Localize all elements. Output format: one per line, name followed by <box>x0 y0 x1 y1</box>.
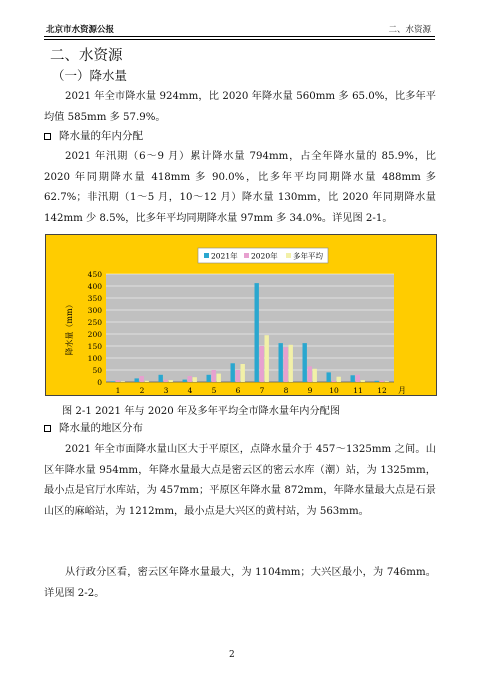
x-tick-label: 8 <box>283 386 289 395</box>
bar-2020-month-7 <box>260 346 264 382</box>
bullet-heading-text: 降水量的年内分配 <box>59 130 143 142</box>
header-section-name: 二、水资源 <box>388 25 431 35</box>
bar-2021-month-2 <box>135 378 139 382</box>
bar-average-month-9 <box>313 369 317 382</box>
paragraph-flood-season: 2021 年汛期（6～9 月）累计降水量 794mm，占全年降水量的 85.9%，比 2020 年同期降水量 418mm 多 90.0%，比多年平均同期降水量 488mm 多 62.7%；非汛期（1～5 月，10～12 月）降水量 130mm，比 2020 年同期降水量 142mm 少 8.5%，比多年平均同期降水量 97mm 多 34.0%。详见图 2-1。 <box>44 151 436 224</box>
bar-2021-month-10 <box>327 372 331 382</box>
bar-average-month-5 <box>217 374 221 382</box>
legend-label: 多年平均 <box>293 251 323 261</box>
bar-2021-month-8 <box>279 343 283 382</box>
bar-average-month-8 <box>289 345 293 382</box>
bar-2021-month-5 <box>207 375 211 382</box>
paragraph-annual-total: 2021 年全市降水量 924mm，比 2020 年降水量 560mm 多 65.0%，比多年平均值 585mm 多 57.9%。 <box>44 91 436 123</box>
header-publication-title: 北京市水资源公报 <box>46 25 115 35</box>
x-tick-label: 3 <box>163 386 169 395</box>
x-tick-label: 2 <box>139 386 145 395</box>
bar-average-month-4 <box>193 377 197 382</box>
x-tick-label: 7 <box>259 386 265 395</box>
bar-2020-month-2 <box>140 376 144 382</box>
legend-swatch <box>244 253 249 258</box>
y-tick-label: 450 <box>87 270 102 279</box>
bar-2021-month-3 <box>159 375 163 382</box>
y-tick-label: 300 <box>87 306 102 315</box>
y-axis-label: 降水量（mm） <box>65 300 74 356</box>
legend-label: 2020年 <box>251 251 278 261</box>
bar-average-month-10 <box>337 377 341 382</box>
bar-2020-month-4 <box>188 376 192 382</box>
bar-2020-month-9 <box>308 366 312 382</box>
legend-swatch <box>204 253 209 258</box>
x-tick-label: 10 <box>329 386 339 395</box>
y-tick-label: 400 <box>87 282 102 291</box>
paragraph-regional-distribution: 2021 年全市面降水量山区大于平原区，点降水量介于 457～1325mm 之间。山区年降水量 954mm，年降水量最大点是密云区的密云水库（潮）站，为 1325mm，最小点是官厅水库站，为 457mm；平原区年降水量 872mm，年降水量最大点是石景山区的麻峪站，为 1212mm，最小点是大兴区的黄村站，为 563mm。 <box>44 444 436 517</box>
bar-2021-month-11 <box>351 375 355 382</box>
bar-average-month-12 <box>385 381 389 382</box>
bar-2020-month-1 <box>116 380 120 382</box>
bar-average-month-7 <box>265 335 269 382</box>
header-rule <box>44 36 435 37</box>
bar-2021-month-1 <box>111 381 115 382</box>
bar-2020-month-5 <box>212 370 216 382</box>
bullet-heading-distribution <box>44 128 143 143</box>
bar-average-month-3 <box>169 380 173 382</box>
y-tick-label: 200 <box>87 330 102 339</box>
page-number: 2 <box>229 650 235 660</box>
y-tick-label: 350 <box>87 294 102 303</box>
bullet-heading-text: 降水量的地区分布 <box>59 422 143 434</box>
bullet-heading-regional <box>44 420 143 435</box>
y-tick-label: 150 <box>87 342 102 351</box>
bar-2021-month-4 <box>183 380 187 382</box>
square-bullet-icon <box>44 425 51 432</box>
bar-2020-month-3 <box>164 380 168 382</box>
bar-2021-month-7 <box>255 283 259 382</box>
bar-2020-month-6 <box>236 370 240 382</box>
bar-average-month-2 <box>145 381 149 382</box>
y-tick-label: 100 <box>87 354 102 363</box>
y-tick-label: 250 <box>87 318 102 327</box>
section-title: 二、水资源 <box>50 48 123 64</box>
x-axis-unit-label: 月 <box>398 386 406 395</box>
bar-average-month-6 <box>241 364 245 382</box>
chart-figure-2-1 <box>45 234 437 396</box>
x-tick-label: 12 <box>377 386 387 395</box>
square-bullet-icon <box>44 133 51 140</box>
bar-2021-month-6 <box>231 363 235 382</box>
bar-average-month-1 <box>121 381 125 382</box>
x-tick-label: 5 <box>211 386 217 395</box>
paragraph-district-comparison: 从行政分区看，密云区年降水量最大，为 1104mm；大兴区最小，为 746mm。详见图 2-2。 <box>44 567 436 599</box>
y-tick-label: 50 <box>92 366 102 375</box>
x-tick-label: 1 <box>115 386 121 395</box>
x-tick-label: 11 <box>353 386 363 395</box>
chart-svg <box>46 235 436 395</box>
bar-average-month-11 <box>361 380 365 382</box>
bar-2020-month-8 <box>284 347 288 382</box>
legend-label: 2021年 <box>211 251 238 261</box>
plot-area <box>106 274 394 382</box>
chart-legend <box>198 248 328 263</box>
subsection-title: （一）降水量 <box>52 68 128 83</box>
bar-2021-month-9 <box>303 343 307 382</box>
x-tick-label: 4 <box>187 386 193 395</box>
bar-2020-month-10 <box>332 381 336 382</box>
x-tick-label: 6 <box>235 386 241 395</box>
y-tick-label: 0 <box>97 378 102 387</box>
bar-2021-month-12 <box>375 381 379 382</box>
header-rule-thin <box>44 39 435 40</box>
figure-caption: 图 2-1 2021 年与 2020 年及多年平均全市降水量年内分配图 <box>62 406 341 417</box>
x-tick-label: 9 <box>307 386 313 395</box>
legend-swatch <box>286 253 291 258</box>
bar-2020-month-11 <box>356 375 360 382</box>
bar-2020-month-12 <box>380 381 384 382</box>
